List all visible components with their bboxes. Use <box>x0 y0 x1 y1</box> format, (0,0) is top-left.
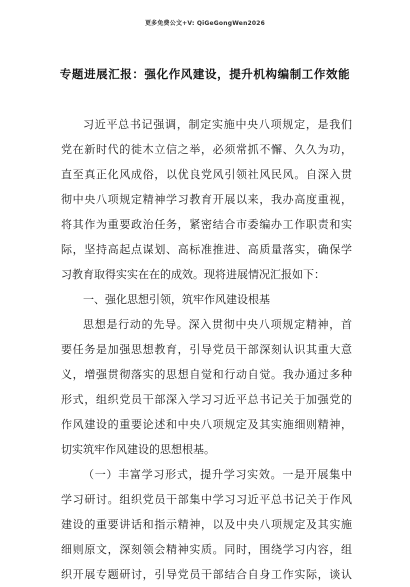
body-line: 织开展专题研讨，引导党员干部结合自身工作实际，谈认 <box>61 568 352 581</box>
body-line: 际，坚持高起点谋划、高标准推进、高质量落实，确保学 <box>61 243 352 256</box>
body-line: 习近平总书记强调，制定实施中央八项规定，是我们 <box>83 118 352 131</box>
body-line: （一）丰富学习形式，提升学习实效。一是开展集中 <box>83 468 352 481</box>
header-note: 更多免费公文+V: QiGeGongWen2026 <box>144 20 266 27</box>
body-line: 直至真正化风成俗，以优良党风引领社风民风。自深入贯 <box>61 168 352 181</box>
document-title: 专题进展汇报：强化作风建设，提升机构编制工作效能 <box>59 67 351 81</box>
section-heading: 一、强化思想引领，筑牢作风建设根基 <box>83 293 270 306</box>
body-line: 建设的重要讲话和指示精神，以及中央八项规定及其实施 <box>61 518 352 531</box>
body-line: 将其作为重要政治任务，紧密结合市委编办工作职责和实 <box>61 218 352 231</box>
body-line: 要任务是加强思想教育，引导党员干部深刻认识其重大意 <box>61 343 352 356</box>
body-line: 形式，组织党员干部深入学习习近平总书记关于加强党的 <box>61 393 352 406</box>
body-line: 义，增强贯彻落实的思想自觉和行动自觉。我办通过多种 <box>61 368 352 381</box>
document-body <box>61 112 352 587</box>
body-line: 思想是行动的先导。深入贯彻中央八项规定精神，首 <box>83 318 352 331</box>
body-line: 彻中央八项规定精神学习教育开展以来，我办高度重视， <box>61 193 352 206</box>
body-line: 习教育取得实实在在的成效。现将进展情况汇报如下： <box>61 268 325 281</box>
body-line: 细则原文，深刻领会精神实质。同时，围绕学习内容，组 <box>61 543 352 556</box>
body-line: 学习研讨。组织党员干部集中学习习近平总书记关于作风 <box>61 493 352 506</box>
body-line: 切实筑牢作风建设的思想根基。 <box>61 443 215 456</box>
body-line: 作风建设的重要论述和中央八项规定及其实施细则精神， <box>61 418 352 431</box>
body-line: 党在新时代的徙木立信之举，必须常抓不懈、久久为功， <box>61 143 352 156</box>
